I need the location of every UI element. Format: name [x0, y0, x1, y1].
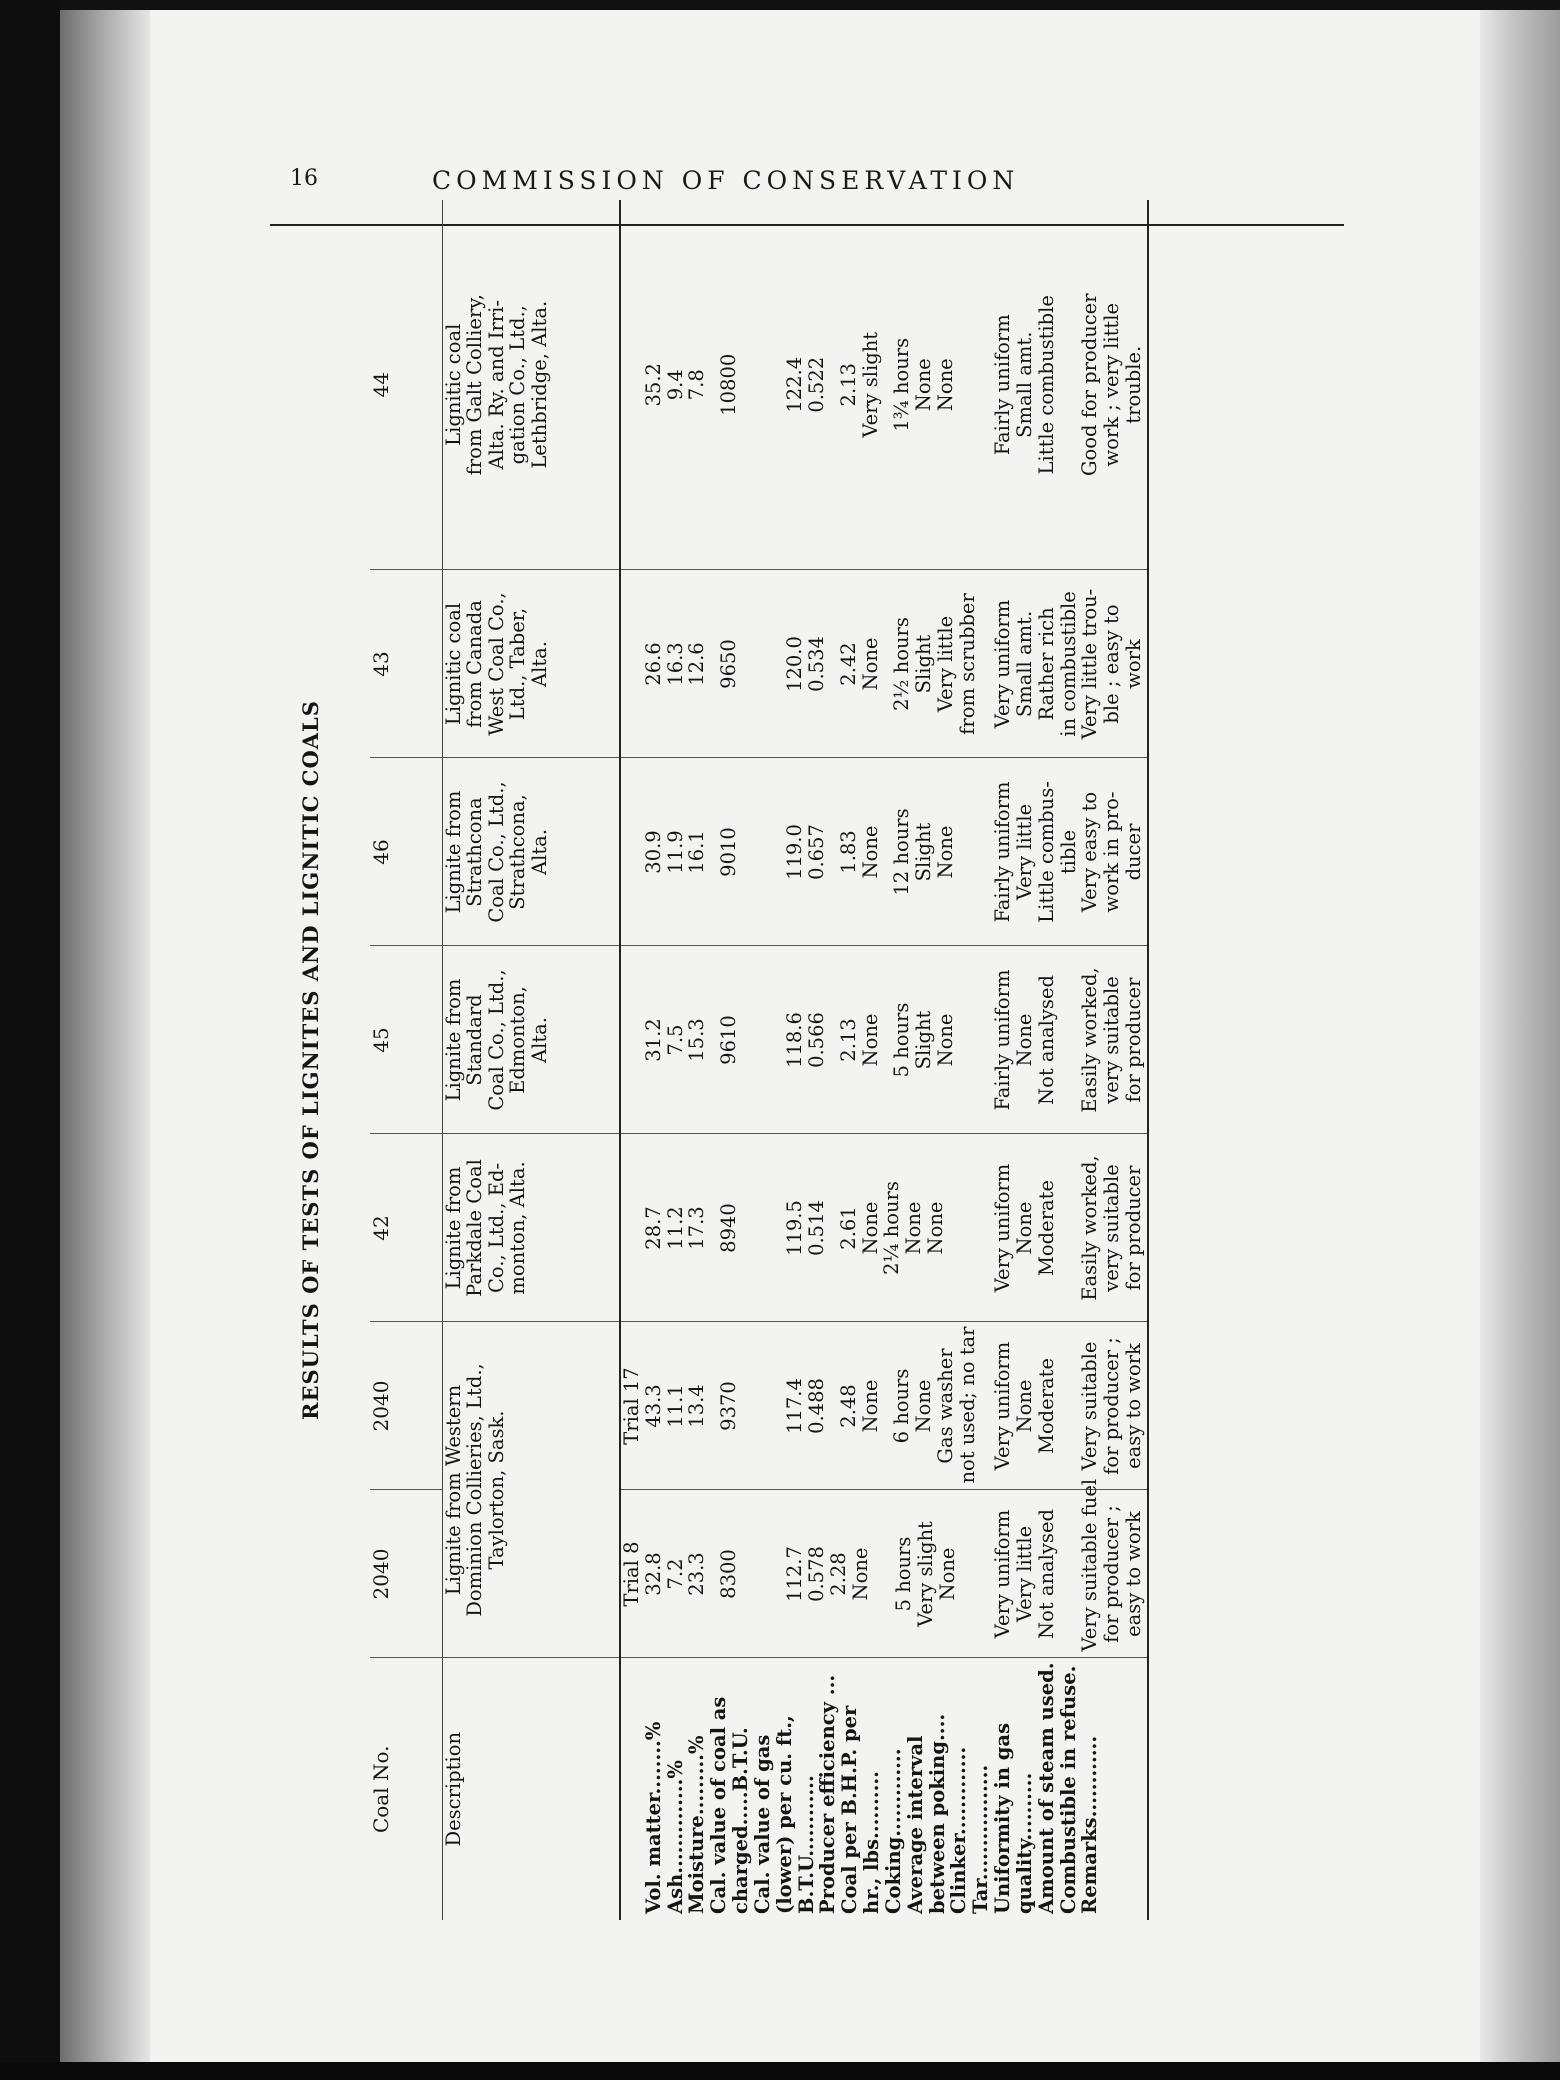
ash-value: 11.2 — [663, 1206, 687, 1250]
description-line: Lethbridge, Alta. — [527, 300, 551, 469]
label-cal-gas: (lower) per cu. ft., — [772, 1715, 796, 1914]
table-title: RESULTS OF TESTS OF LIGNITES AND LIGNITIC COALS — [298, 700, 323, 1420]
label-combustible: Combustible in refuse. — [1056, 1665, 1080, 1914]
combustible-value: tible — [1056, 829, 1080, 875]
page-number: 16 — [290, 166, 318, 191]
description-line: Alta. — [527, 829, 551, 875]
vol-matter-value: 30.9 — [641, 830, 665, 874]
remarks-line: Very suitable — [1078, 1341, 1102, 1471]
label-coal-per-bhp: Coal per B.H.P. per — [838, 1705, 862, 1914]
moisture-value: 7.8 — [685, 369, 709, 401]
description-header: Description — [443, 1658, 621, 1920]
remarks-line: for producer — [1122, 977, 1146, 1103]
remarks-cell — [1079, 570, 1148, 758]
coking-value: 2.48 — [836, 1384, 860, 1428]
description-line: Lignite from — [442, 1166, 465, 1290]
quality-cell — [992, 946, 1079, 1134]
tar-value: Very little — [934, 615, 958, 713]
data-column-45 — [620, 946, 992, 1134]
moisture-value: 12.6 — [685, 642, 709, 686]
interval-value: 6 hours — [890, 1368, 914, 1444]
coal-per-bhp-value: 0.514 — [804, 1200, 828, 1256]
combustible-value: in combustible — [1056, 591, 1080, 737]
remarks-cell — [1078, 1478, 1148, 1658]
data-column-46 — [620, 758, 992, 946]
tar-note: Gas washer — [934, 1348, 958, 1464]
steam-value: Small amt. — [1012, 331, 1036, 438]
label-clinker: Clinker............. — [947, 1746, 971, 1914]
description-line: gation Co., Ltd., — [506, 305, 530, 465]
uniformity-value: Very uniform — [991, 1341, 1015, 1471]
remarks-line: easy to work — [1122, 1343, 1146, 1469]
remarks-row — [1079, 200, 1148, 1920]
remarks-cell — [1079, 1134, 1148, 1322]
page-gutter-shadow — [60, 10, 150, 2062]
remarks-line: ble ; easy to — [1100, 604, 1124, 724]
tar-value: Slight — [912, 822, 936, 882]
remarks-line: very suitable — [1100, 1164, 1124, 1292]
uniformity-value: Fairly uniform — [991, 781, 1015, 923]
description-cell — [443, 200, 621, 570]
data-column-2040-trial17 — [620, 1322, 992, 1490]
coking-value: 2.42 — [836, 642, 860, 686]
description-line: from Canada — [463, 600, 487, 728]
label-uniformity: Uniformity in gas — [991, 1722, 1015, 1914]
remarks-line: Easily worked, — [1078, 1155, 1102, 1301]
description-cell — [443, 758, 621, 946]
ash-value: 16.3 — [663, 642, 687, 686]
cal-coal-value: 10800 — [717, 353, 741, 416]
uniformity-value: Fairly uniform — [991, 969, 1015, 1111]
steam-value: None — [1012, 1379, 1036, 1433]
coal-number: 46 — [370, 758, 443, 946]
rotated-table-block — [298, 200, 1350, 1920]
remarks-line: Good for producer — [1078, 293, 1102, 477]
remarks-line: ducer — [1122, 823, 1146, 881]
coal-number: 44 — [370, 200, 443, 570]
coal-number: 43 — [370, 570, 443, 758]
tar-value: None — [934, 1013, 958, 1067]
combustible-value: Little combus- — [1034, 781, 1058, 923]
combustible-value: Moderate — [1034, 1179, 1058, 1277]
scan-border-left — [0, 0, 60, 2080]
description-cell — [443, 1322, 621, 1658]
steam-value: None — [1012, 1013, 1036, 1067]
coal-per-bhp-value: 0.534 — [804, 636, 828, 692]
row-labels — [992, 1658, 1079, 1920]
remarks-cell — [1079, 946, 1148, 1134]
ash-value: 7.2 — [663, 1558, 687, 1590]
cal-coal-value: 9650 — [717, 639, 741, 689]
description-line: Coal Co., Ltd., — [484, 969, 508, 1111]
label-avg-interval: Average interval — [903, 1735, 927, 1914]
steam-value: None — [1012, 1201, 1036, 1255]
data-column-44 — [620, 200, 992, 570]
label-cal-coal: Cal. value of coal as — [707, 1696, 731, 1914]
ash-value: 11.1 — [663, 1384, 687, 1428]
interval-value: Very slight — [858, 331, 882, 438]
description-line: Taylorton, Sask. — [484, 1410, 508, 1570]
description-line: Lignite from Western — [442, 1384, 465, 1596]
description-line: Ltd., Taber, — [506, 607, 530, 721]
data-column-42 — [620, 1134, 992, 1322]
tar-value: Slight — [912, 634, 936, 694]
tar-value: from scrubber — [955, 593, 979, 735]
label-moisture: Moisture.........% — [685, 1735, 709, 1914]
label-cal-gas: B.T.U............ — [794, 1775, 818, 1914]
running-head-title: COMMISSION OF CONSERVATION — [432, 166, 1020, 195]
producer-efficiency-value: 122.4 — [783, 356, 807, 413]
coking-value: 2.13 — [836, 1018, 860, 1062]
remarks-line: Very little trou- — [1078, 588, 1102, 740]
page-edge-right — [1480, 10, 1560, 2062]
coal-number: 2040 — [370, 1490, 443, 1658]
scan-border-bottom — [0, 2062, 1560, 2080]
label-vol-matter: Vol. matter........% — [641, 1721, 665, 1914]
clinker-value: 2½ hours — [890, 617, 914, 711]
description-line: Lignitic coal — [442, 323, 465, 446]
quality-cell — [992, 1490, 1079, 1658]
remarks-cell — [1079, 1322, 1148, 1490]
uniformity-value: Fairly uniform — [991, 314, 1015, 456]
label-uniformity: quality.......... — [1012, 1772, 1036, 1914]
description-cell — [443, 570, 621, 758]
label-avg-interval: between poking.... — [925, 1713, 949, 1914]
description-line: monton, Alta. — [506, 1161, 530, 1295]
coking-note: None — [858, 1379, 882, 1433]
cal-coal-value: 9010 — [717, 827, 741, 877]
combustible-value: Little combustible — [1034, 295, 1058, 475]
interval-value: 5 hours — [892, 1536, 916, 1612]
moisture-value: 16.1 — [685, 830, 709, 874]
trial-number: Trial 17 — [620, 1367, 643, 1445]
remarks-line: work in pro- — [1100, 791, 1124, 913]
label-steam: Amount of steam used. — [1034, 1662, 1058, 1914]
interval-value: None — [858, 637, 882, 691]
tar-note: not used; no tar — [955, 1326, 979, 1484]
coal-number: 45 — [370, 946, 443, 1134]
vol-matter-value: 35.2 — [641, 363, 665, 407]
combustible-value: Moderate — [1034, 1357, 1058, 1455]
tar-value: None — [934, 825, 958, 879]
producer-efficiency-value: 118.6 — [783, 1012, 807, 1068]
producer-efficiency-value: 120.0 — [783, 636, 807, 692]
remarks-line: for producer ; — [1100, 1337, 1124, 1475]
description-cell — [443, 946, 621, 1134]
uniformity-value: Very uniform — [991, 1509, 1015, 1639]
producer-efficiency-value: 119.5 — [783, 1200, 807, 1256]
remarks-line: Very easy to — [1078, 791, 1102, 913]
description-line: Lignite from — [442, 790, 465, 914]
description-line: Standard — [463, 994, 487, 1086]
steam-value: Very little — [1012, 1525, 1036, 1623]
remarks-line: work ; very little — [1100, 302, 1124, 467]
quality-cell — [992, 200, 1079, 570]
clinker-value: 12 hours — [890, 808, 914, 896]
tar-value: None — [912, 358, 936, 412]
description-line: Co., Ltd., Ed- — [484, 1162, 508, 1294]
combustible-value: Rather rich — [1034, 607, 1058, 721]
clinker-value: None — [912, 1379, 936, 1433]
measurement-row — [620, 200, 992, 1920]
description-line: Alta. — [527, 1017, 551, 1063]
remarks-cell — [1079, 758, 1148, 946]
description-line: Lignitic coal — [442, 602, 465, 726]
vol-matter-value: 31.2 — [641, 1018, 665, 1062]
coal-number: 42 — [370, 1134, 443, 1322]
label-cal-gas: Cal. value of gas — [750, 1734, 774, 1914]
description-line: Strathcona — [463, 797, 487, 907]
cal-coal-value: 9370 — [717, 1381, 741, 1431]
vol-matter-value: 43.3 — [641, 1384, 665, 1428]
row-labels — [620, 1658, 992, 1920]
coal-no-header: Coal No. — [370, 1658, 443, 1920]
moisture-value: 15.3 — [685, 1018, 709, 1062]
vol-matter-value: 28.7 — [641, 1206, 665, 1250]
quality-cell — [992, 758, 1079, 946]
steam-value: Small amt. — [1012, 610, 1036, 718]
coking-value: 2.61 — [836, 1206, 860, 1250]
clinker-value: 2¼ hours — [880, 1181, 904, 1275]
coking-note: None — [848, 1547, 872, 1601]
label-tar: Tar................. — [969, 1764, 993, 1914]
description-line: Coal Co., Ltd., — [484, 781, 508, 923]
coking-value: 2.13 — [836, 363, 860, 407]
trial-number: Trial 8 — [620, 1541, 643, 1607]
description-line: Alta. Ry. and Irri- — [484, 300, 508, 470]
vol-matter-value: 26.6 — [641, 642, 665, 686]
quality-row — [992, 200, 1079, 1920]
description-line: Dominion Collieries, Ltd., — [463, 1363, 487, 1617]
interval-value: None — [858, 825, 882, 879]
uniformity-value: Very uniform — [991, 1163, 1015, 1293]
remarks-line: very suitable — [1100, 976, 1124, 1104]
tar-value: Slight — [912, 1010, 936, 1070]
producer-efficiency-value: 112.7 — [783, 1546, 807, 1602]
cal-coal-value: 9610 — [717, 1015, 741, 1065]
label-trial-spacer — [621, 1665, 643, 1915]
remarks-line: Easily worked, — [1078, 967, 1102, 1113]
tar-value: None — [902, 1201, 926, 1255]
clinker-value: 1¾ hours — [890, 337, 914, 432]
remarks-line: easy to work — [1122, 1511, 1146, 1637]
remarks-cell — [1079, 200, 1148, 570]
description-line: West Coal Co., — [484, 592, 508, 736]
uniformity-value: Very uniform — [991, 599, 1015, 729]
description-cell — [443, 1134, 621, 1322]
description-line: Strathcona, — [506, 794, 530, 910]
coking-value: 1.83 — [836, 830, 860, 874]
moisture-value: 13.4 — [685, 1384, 709, 1428]
interval-value: None — [858, 1013, 882, 1067]
ash-value: 7.5 — [663, 1024, 687, 1056]
coking-value: 2.28 — [826, 1552, 850, 1596]
data-column-2040-trial8 — [620, 1490, 992, 1658]
producer-efficiency-value: 117.4 — [783, 1378, 807, 1434]
moisture-value: 23.3 — [685, 1552, 709, 1596]
combustible-value: Not analysed — [1034, 1509, 1058, 1639]
coal-number-row — [370, 200, 443, 1920]
remarks-line: trouble. — [1122, 345, 1146, 424]
scan-border-top — [0, 0, 1560, 10]
moisture-value: 17.3 — [685, 1206, 709, 1250]
label-remarks: Remarks............ — [1079, 1658, 1148, 1920]
label-ash: Ash..............% — [663, 1760, 687, 1914]
vol-matter-value: 32.8 — [641, 1552, 665, 1596]
description-row — [443, 200, 621, 1920]
interval-value: None — [858, 1201, 882, 1255]
label-coal-per-bhp: hr., lbs.......... — [860, 1771, 884, 1914]
ash-value: 11.9 — [663, 830, 687, 874]
label-coking: Coking............. — [881, 1748, 905, 1914]
label-cal-coal: charged.....B.T.U. — [729, 1727, 753, 1914]
coal-per-bhp-value: 0.657 — [804, 824, 828, 880]
clinker-value: 5 hours — [890, 1002, 914, 1078]
remarks-line: for producer ; — [1100, 1505, 1124, 1643]
quality-cell — [992, 570, 1079, 758]
coal-per-bhp-value: 0.522 — [804, 356, 828, 413]
description-line: Alta. — [527, 641, 551, 687]
cal-coal-value: 8300 — [717, 1549, 741, 1599]
description-line: from Galt Colliery, — [463, 294, 487, 476]
quality-cell — [992, 1322, 1079, 1490]
producer-efficiency-value: 119.0 — [783, 824, 807, 880]
coal-per-bhp-value: 0.566 — [804, 1012, 828, 1068]
steam-value: Very little — [1012, 803, 1036, 901]
tar-value: None — [934, 358, 958, 412]
coal-per-bhp-value: 0.488 — [804, 1378, 828, 1434]
description-line: Lignite from — [442, 978, 465, 1102]
results-table — [370, 200, 1149, 1920]
remarks-line: work — [1122, 639, 1146, 689]
tar-value: None — [924, 1201, 948, 1255]
data-column-43 — [620, 570, 992, 758]
clinker-value: Very slight — [914, 1521, 938, 1627]
coal-per-bhp-value: 0.578 — [804, 1546, 828, 1602]
description-line: Parkdale Coal — [463, 1159, 487, 1297]
remarks-line: Very suitable fuel — [1078, 1478, 1102, 1652]
label-producer-efficiency: Producer efficiency ... — [816, 1674, 840, 1914]
cal-coal-value: 8940 — [717, 1203, 741, 1253]
combustible-value: Not analysed — [1034, 975, 1058, 1105]
quality-cell — [992, 1134, 1079, 1322]
remarks-line: for producer — [1122, 1165, 1146, 1291]
description-line: Edmonton, — [506, 986, 530, 1094]
ash-value: 9.4 — [663, 369, 687, 401]
tar-value: None — [936, 1547, 960, 1601]
coal-number: 2040 — [370, 1322, 443, 1490]
